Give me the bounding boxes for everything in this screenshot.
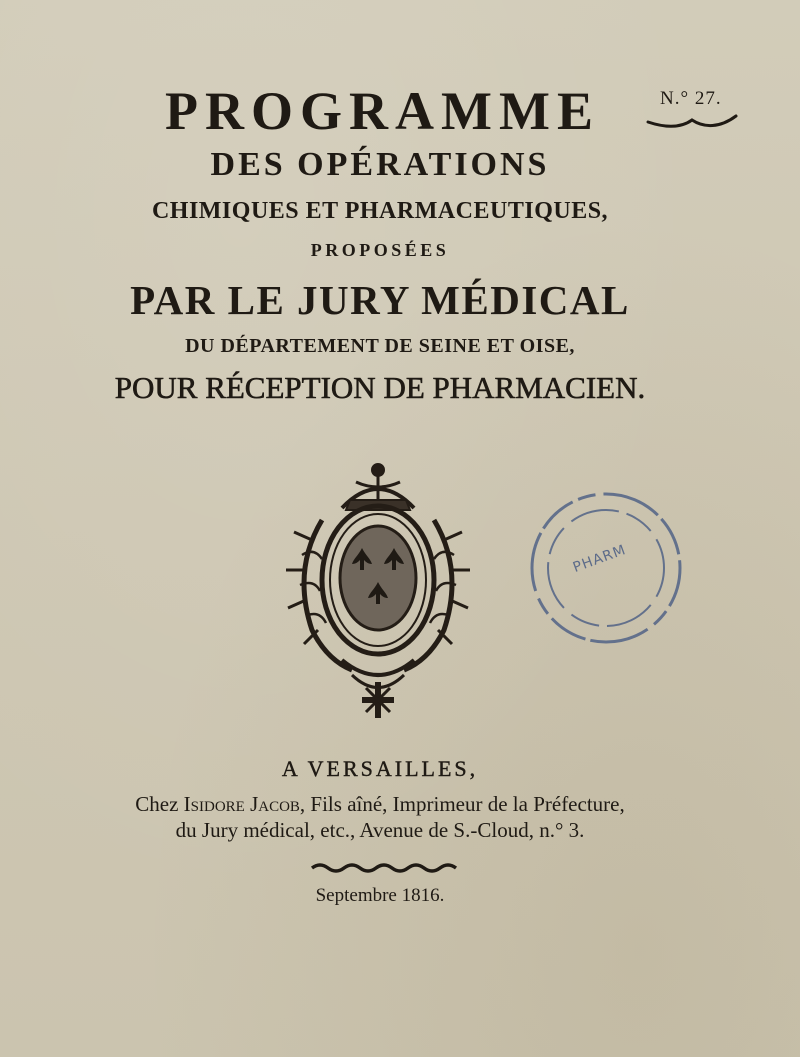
- imprint-address-line: du Jury médical, etc., Avenue de S.-Cloud, n.° 3.: [175, 818, 585, 842]
- subtitle-proposed: PROPOSÉES: [310, 240, 450, 260]
- publication-date: Septembre 1816.: [315, 885, 445, 906]
- printer-name: Isidore Jacob: [183, 792, 300, 816]
- number-swash-ornament: [646, 112, 738, 130]
- subtitle-jury: PAR LE JURY MÉDICAL: [130, 277, 630, 323]
- library-stamp-icon: [524, 486, 688, 650]
- document-number: N.° 27.: [660, 88, 722, 109]
- subtitle-reception: POUR RÉCEPTION DE PHARMACIEN.: [114, 370, 646, 405]
- stamp-label: PHARM: [570, 542, 629, 576]
- subtitle-operations: DES OPÉRATIONS: [210, 146, 550, 183]
- document-title: PROGRAMME: [165, 81, 600, 141]
- ornamental-divider-icon: [310, 862, 460, 874]
- subtitle-chemical: CHIMIQUES ET PHARMACEUTIQUES,: [151, 198, 609, 224]
- printer-rest: , Fils aîné, Imprimeur de la Préfecture,: [299, 792, 625, 816]
- imprint-city: A VERSAILLES,: [281, 756, 479, 781]
- printer-prefix: Chez: [135, 792, 184, 816]
- subtitle-department: DU DÉPARTEMENT DE SEINE ET OISE,: [185, 335, 575, 357]
- imprint-printer-line: [0, 792, 760, 817]
- coat-of-arms-icon: [282, 460, 474, 720]
